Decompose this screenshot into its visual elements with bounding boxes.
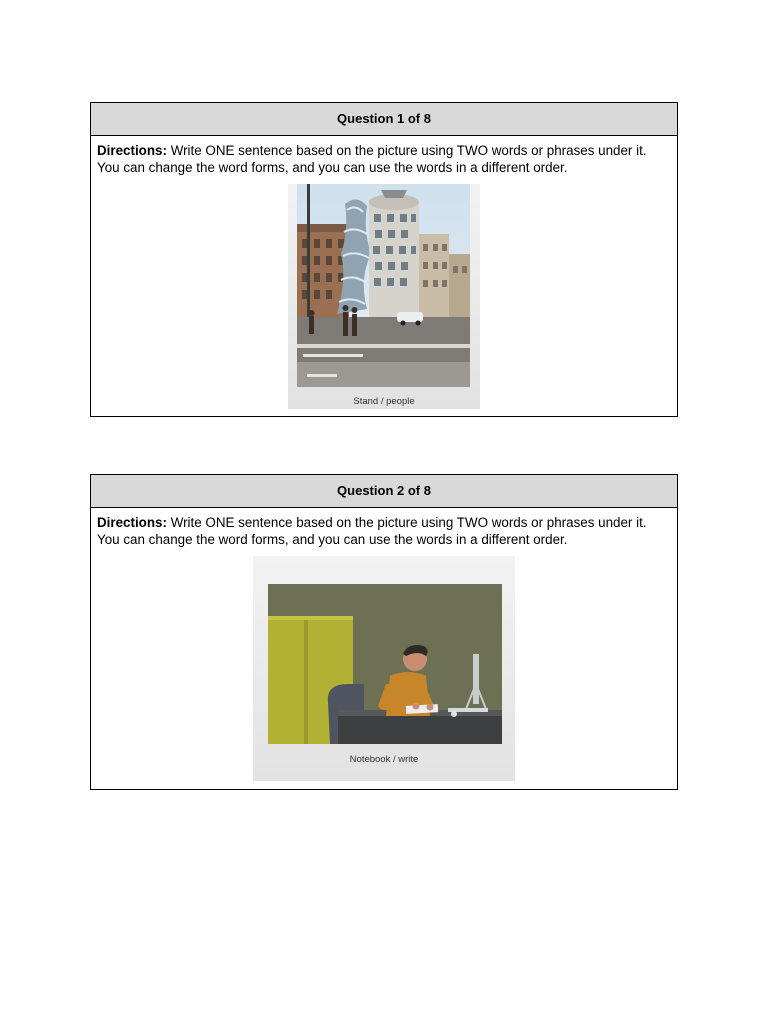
question-title: Question 2 of 8 — [91, 475, 677, 508]
dancing-house-photo — [297, 184, 470, 387]
directions — [91, 136, 677, 176]
directions-label: Directions: — [97, 515, 167, 530]
question-card-2 — [90, 474, 678, 790]
question-image-frame — [288, 184, 480, 409]
man-writing-photo — [268, 584, 502, 744]
question-title: Question 1 of 8 — [91, 103, 677, 136]
question-image-frame — [253, 556, 515, 781]
image-caption: Stand / people — [353, 396, 415, 407]
directions-label: Directions: — [97, 143, 167, 158]
question-card-1 — [90, 102, 678, 417]
directions-text: Write ONE sentence based on the picture using TWO words or phrases under it. You can change the word forms, and you can use the words in a different order. — [97, 515, 647, 547]
directions — [91, 508, 677, 548]
directions-text: Write ONE sentence based on the picture using TWO words or phrases under it. You can change the word forms, and you can use the words in a different order. — [97, 143, 647, 175]
image-caption: Notebook / write — [349, 754, 419, 765]
